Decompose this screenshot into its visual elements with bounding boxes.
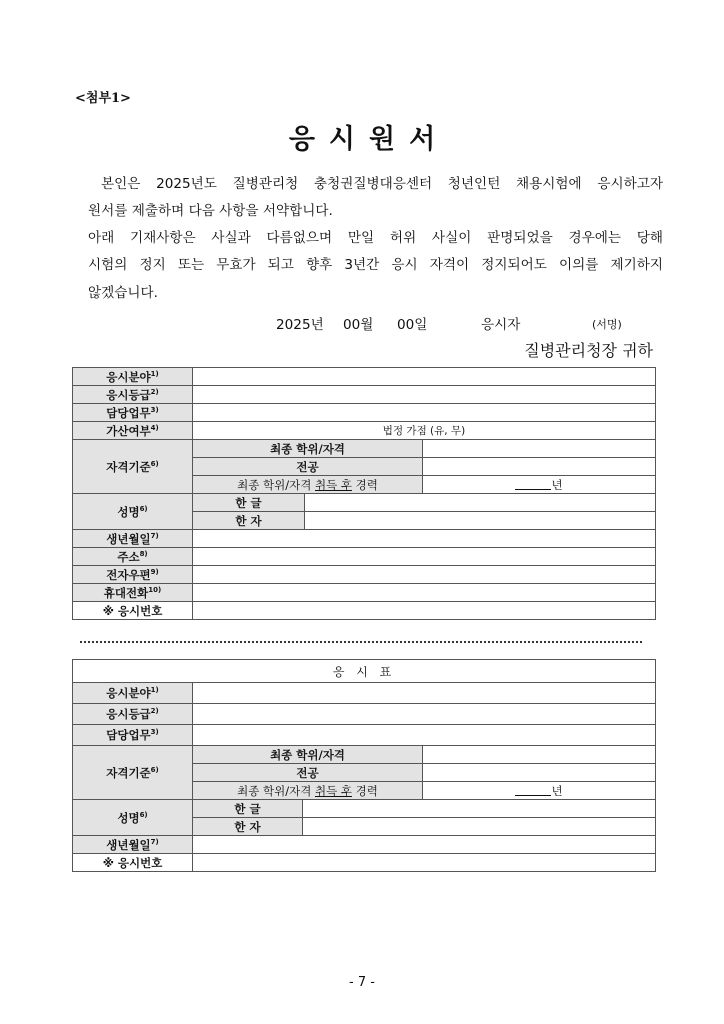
field-input[interactable]	[193, 683, 656, 704]
signature-day: 00일	[397, 317, 428, 333]
major-input[interactable]	[423, 764, 656, 782]
paragraph-line: 원서를 제출하며 다음 사항을 서약합니다.	[88, 203, 333, 220]
pledge-paragraph-2	[88, 225, 663, 307]
table-row	[73, 602, 656, 620]
exam-ticket-title: 응 시 표	[73, 660, 656, 683]
degree-label: 최종 학위/자격	[193, 746, 423, 764]
address-label: 주소$^{8)}$	[73, 548, 193, 566]
hanja-label: 한 자	[193, 818, 303, 836]
table-row	[73, 800, 656, 818]
table-row	[73, 746, 656, 764]
table-row	[73, 683, 656, 704]
grade-input[interactable]	[193, 386, 656, 404]
paragraph-line: 않겠습니다.	[88, 284, 158, 301]
duty-input[interactable]	[193, 404, 656, 422]
duty-label: 담당업무$^{3)}$	[73, 404, 193, 422]
exam-ticket-table	[72, 659, 656, 872]
signature-month: 00월	[343, 317, 374, 333]
years-unit: 년	[551, 783, 563, 798]
name-label: 성명$^{6)}$	[73, 494, 193, 530]
duty-label: 담당업무$^{3)}$	[73, 725, 193, 746]
page-number: - 7 -	[349, 975, 375, 990]
table-row	[73, 836, 656, 854]
hangul-label: 한 글	[193, 494, 305, 512]
attachment-label: <첨부1>	[75, 91, 131, 106]
table-row	[73, 660, 656, 683]
exam-number-input[interactable]	[193, 854, 656, 872]
table-row	[73, 725, 656, 746]
phone-input[interactable]	[193, 584, 656, 602]
table-row	[73, 704, 656, 725]
address-input[interactable]	[193, 548, 656, 566]
birth-label: 생년월일$^{7)}$	[73, 836, 193, 854]
bonus-label: 가산여부$^{4)}$	[73, 422, 193, 440]
duty-input[interactable]	[193, 725, 656, 746]
paragraph-line: 아래 기재사항은 사실과 다름없으며 만일 허위 사실이 판명되었을 경우에는 당해	[88, 230, 663, 246]
table-row	[73, 422, 656, 440]
pledge-paragraph-1	[88, 171, 663, 226]
degree-input[interactable]	[423, 440, 656, 458]
career-years-input[interactable]	[423, 782, 656, 800]
field-input[interactable]	[193, 368, 656, 386]
table-row	[73, 386, 656, 404]
table-row	[73, 530, 656, 548]
hanja-name-input[interactable]	[303, 818, 656, 836]
table-row	[73, 566, 656, 584]
table-row	[73, 494, 656, 512]
birth-label: 생년월일$^{7)}$	[73, 530, 193, 548]
hangul-name-input[interactable]	[303, 800, 656, 818]
field-label: 응시분야$^{1)}$	[73, 683, 193, 704]
email-input[interactable]	[193, 566, 656, 584]
qualification-label: 자격기준$^{6)}$	[73, 746, 193, 800]
grade-input[interactable]	[193, 704, 656, 725]
grade-label: 응시등급$^{2)}$	[73, 386, 193, 404]
signature-year: 2025년	[276, 317, 324, 333]
grade-label: 응시등급$^{2)}$	[73, 704, 193, 725]
table-row	[73, 584, 656, 602]
career-years-input[interactable]	[423, 476, 656, 494]
paragraph-line: 시험의 정지 또는 무효가 되고 향후 3년간 응시 자격이 정지되어도 이의를 제기하지	[88, 257, 663, 274]
exam-number-label: ※ 응시번호	[73, 854, 193, 872]
career-label: 최종 학위/자격 취득 후 경력	[193, 476, 423, 494]
table-row	[73, 440, 656, 458]
exam-number-label: ※ 응시번호	[73, 602, 193, 620]
name-label: 성명$^{6)}$	[73, 800, 193, 836]
signature-sign-label: (서명)	[592, 318, 622, 331]
table-row	[73, 548, 656, 566]
cut-line	[80, 641, 642, 643]
major-label: 전공	[193, 458, 423, 476]
hanja-label: 한 자	[193, 512, 305, 530]
field-label: 응시분야$^{1)}$	[73, 368, 193, 386]
table-row	[73, 404, 656, 422]
career-label: 최종 학위/자격 취득 후 경력	[193, 782, 423, 800]
years-unit: 년	[551, 477, 563, 492]
addressee: 질병관리청장 귀하	[524, 341, 653, 360]
exam-number-input[interactable]	[193, 602, 656, 620]
major-label: 전공	[193, 764, 423, 782]
major-input[interactable]	[423, 458, 656, 476]
page-title: 응시원서	[288, 124, 450, 155]
bonus-value[interactable]: 법정 가점 (유, 무)	[193, 422, 656, 440]
phone-label: 휴대전화$^{10)}$	[73, 584, 193, 602]
email-label: 전자우편$^{9)}$	[73, 566, 193, 584]
birth-input[interactable]	[193, 836, 656, 854]
hangul-name-input[interactable]	[305, 494, 656, 512]
hangul-label: 한 글	[193, 800, 303, 818]
application-form-table	[72, 367, 656, 620]
birth-input[interactable]	[193, 530, 656, 548]
table-row	[73, 368, 656, 386]
paragraph-line: 본인은 2025년도 질병관리청 충청권질병대응센터 청년인턴 채용시험에 응시하고자	[101, 176, 663, 192]
table-row	[73, 854, 656, 872]
hanja-name-input[interactable]	[305, 512, 656, 530]
degree-label: 최종 학위/자격	[193, 440, 423, 458]
signature-applicant-label: 응시자	[481, 317, 521, 333]
qualification-label: 자격기준$^{6)}$	[73, 440, 193, 494]
degree-input[interactable]	[423, 746, 656, 764]
